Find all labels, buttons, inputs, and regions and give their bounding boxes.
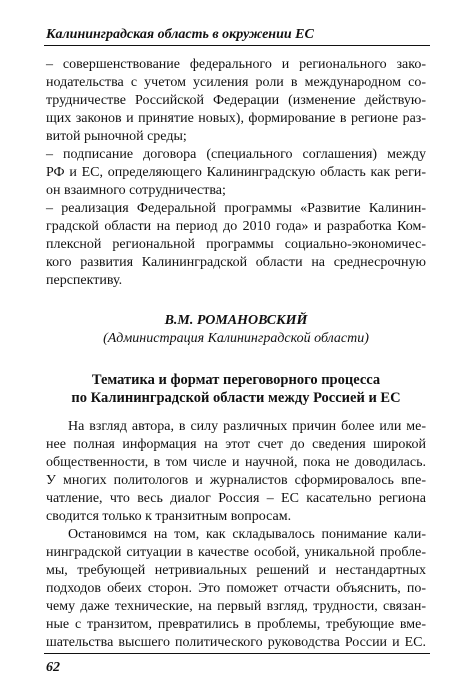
body-text-line: общественности, в том числе и научной, пока не доводилась. (46, 455, 426, 470)
bullet-text-line: – подписание договора (специального соглашения) между (46, 147, 426, 162)
body-text-line: шательства высшего политического руководства России и ЕС. (46, 635, 426, 650)
bullet-text-line: трудничестве Российской Федерации (изменение действую- (46, 93, 426, 108)
bullet-text-line: нодательства с учетом усиления роли в международном со- (46, 75, 426, 90)
body-text-line: чатление, что весь диалог Россия – ЕС касательно региона (46, 491, 426, 506)
body-text-line: У многих политологов и журналистов сформировалось впе- (46, 473, 426, 488)
article-author: В.М. РОМАНОВСКИЙ (164, 313, 308, 328)
body-text-line: подходов обеих сторон. Это поможет отчасти объяснить, по- (46, 581, 426, 596)
body-text-line: нинградской ситуации в качестве особой, уникальной пробле- (46, 545, 426, 560)
page-number: 62 (46, 660, 60, 675)
article-affiliation: (Администрация Калининградской области) (103, 331, 369, 346)
article-title-line: по Калининградской области между Россией и ЕС (71, 390, 401, 406)
bullet-text-line: витой рыночной среды; (46, 129, 187, 144)
bullet-text-line: – совершенствование федерального и регионального зако- (46, 57, 426, 72)
body-text-line: нее полная информация на этот счет до сведения широкой (46, 437, 426, 452)
bullet-text-line: он взаимного сотрудничества; (46, 183, 226, 198)
body-text-line: Остановимся на том, как складывалось понимание кали- (68, 527, 426, 542)
body-text-line: мы, требующей нетривиальных решений и нестандартных (46, 563, 426, 578)
bullet-text-line: – реализация Федеральной программы «Развитие Калинин- (46, 201, 426, 216)
bullet-text-line: плексной региональной программы социально-экономичес- (46, 237, 426, 252)
body-text-line: чему даже технические, на первый взгляд, трудности, связан- (46, 599, 426, 614)
bullet-text-line: перспективу. (46, 273, 123, 288)
header-rule (44, 45, 430, 46)
bullet-text-line: РФ и ЕС, определяющего Калининградскую область как реги- (46, 165, 426, 180)
bullet-text-line: кого развития Калининградской области на среднесрочную (46, 255, 426, 270)
bullet-text-line: щих законов и принятие новых), формирование в регионе раз- (46, 111, 426, 126)
body-text-line: сводится только к транзитным вопросам. (46, 509, 292, 524)
running-head-title: Калининградская область в окружении ЕС (46, 27, 314, 42)
bullet-text-line: градской области на период до 2010 года» и разработка Ком- (46, 219, 426, 234)
article-title-line: Тематика и формат переговорного процесса (91, 372, 381, 388)
body-text-line: ные с транзитом, превратились в проблемы, требующие вме- (46, 617, 426, 632)
body-text-line: На взгляд автора, в силу различных причин более или ме- (68, 419, 426, 434)
footer-rule (44, 653, 430, 654)
